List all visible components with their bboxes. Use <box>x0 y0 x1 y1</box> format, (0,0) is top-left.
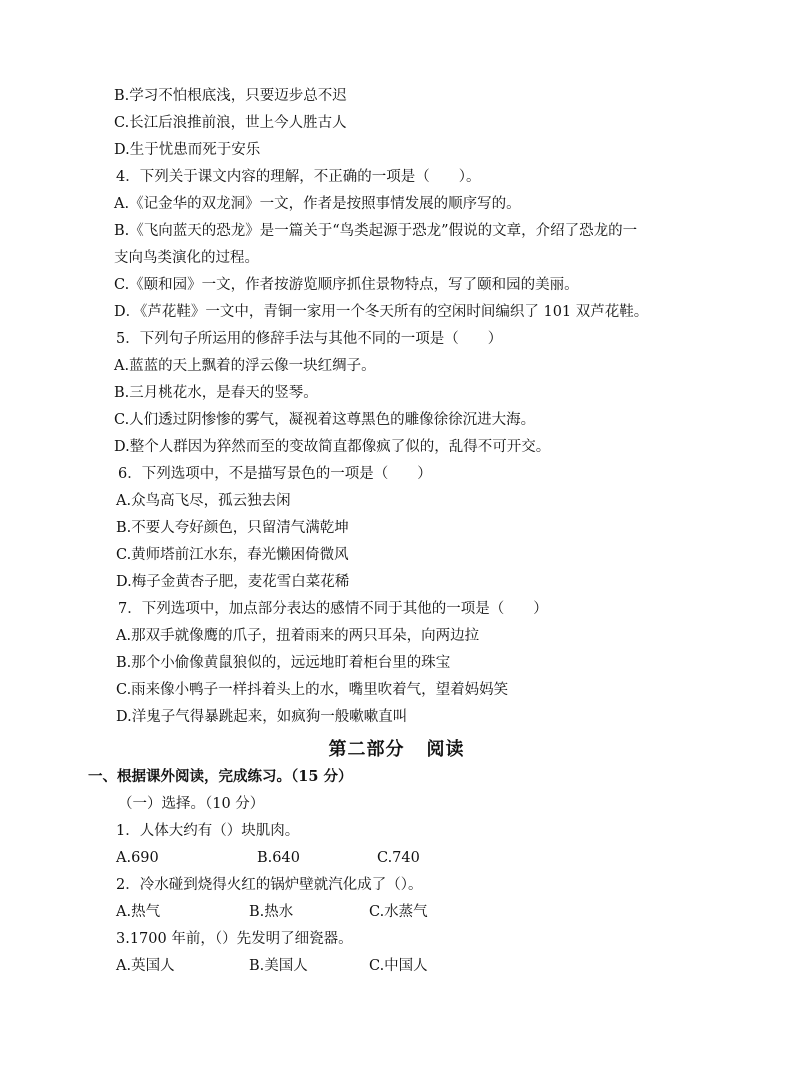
q4-option-a: A.《记金华的双龙洞》一文，作者是按照事情发展的顺序写的。 <box>114 196 521 212</box>
question-5: 5．下列句子所运用的修辞手法与其他不同的一项是（ ） <box>116 331 503 347</box>
q7-option-a: A.那双手就像鹰的爪子，扭着雨来的两只耳朵，向两边拉 <box>116 628 480 644</box>
question-6: 6．下列选项中，不是描写景色的一项是（ ） <box>118 466 432 482</box>
question-7: 7．下列选项中，加点部分表达的感情不同于其他的一项是（ ） <box>118 601 548 617</box>
q6-option-c: C.黄师塔前江水东，春光懒困倚微风 <box>116 547 349 563</box>
q4-option-b-line2: 支向鸟类演化的过程。 <box>114 250 259 266</box>
option-b: B.热水 <box>249 904 294 920</box>
option-b: B.640 <box>257 850 300 866</box>
q7-option-c: C.雨来像小鸭子一样抖着头上的水，嘴里吹着气，望着妈妈笑 <box>116 682 509 698</box>
option-c: C.740 <box>377 850 420 866</box>
q5-option-a: A.蓝蓝的天上飘着的浮云像一块红绸子。 <box>114 358 376 374</box>
q6-option-a: A.众鸟高飞尽，孤云独去闲 <box>116 493 291 509</box>
reading-question-3: 3.1700 年前，（）先发明了细瓷器。 <box>116 931 353 947</box>
q5-option-d: D.整个人群因为猝然而至的变故简直都像疯了似的，乱得不可开交。 <box>114 439 551 455</box>
q5-option-c: C.人们透过阴惨惨的雾气，凝视着这尊黑色的雕像徐徐沉进大海。 <box>114 412 536 428</box>
reading-subheading: （一）选择。（10 分） <box>118 796 265 812</box>
q3-option-b: B.学习不怕根底浅，只要迈步总不迟 <box>114 88 347 104</box>
q6-option-b: B.不要人夸好颜色，只留清气满乾坤 <box>116 520 349 536</box>
q3-option-c: C.长江后浪推前浪，世上今人胜古人 <box>114 115 347 131</box>
q7-option-b: B.那个小偷像黄鼠狼似的，远远地盯着柜台里的珠宝 <box>116 655 451 671</box>
q4-option-b-line1: B.《飞向蓝天的恐龙》是一篇关于“鸟类起源于恐龙”假说的文章，介绍了恐龙的一 <box>114 223 638 239</box>
question-4: 4．下列关于课文内容的理解，不正确的一项是（ ）。 <box>116 169 481 185</box>
option-c: C.中国人 <box>369 958 428 974</box>
q4-option-d: D．《芦花鞋》一文中，青铜一家用一个冬天所有的空闲时间编织了 101 双芦花鞋。 <box>114 304 649 320</box>
option-a: A.英国人 <box>116 958 175 974</box>
reading-question-1: 1．人体大约有（）块肌肉。 <box>116 823 300 839</box>
option-a: A.热气 <box>116 904 161 920</box>
reading-heading: 一、根据课外阅读，完成练习。（15 分） <box>88 768 353 785</box>
q4-option-c: C.《颐和园》一文，作者按游览顺序抓住景物特点，写了颐和园的美丽。 <box>114 277 579 293</box>
option-b: B.美国人 <box>249 958 308 974</box>
section-part: 第二部分 <box>328 739 405 760</box>
q7-option-d: D.洋鬼子气得暴跳起来，如疯狗一般嗽嗽直叫 <box>116 709 408 725</box>
q5-option-b: B.三月桃花水，是春天的竖琴。 <box>114 385 318 401</box>
q6-option-d: D.梅子金黄杏子肥，麦花雪白菜花稀 <box>116 574 350 590</box>
q3-option-d: D.生于忧患而死于安乐 <box>114 142 261 158</box>
section-name: 阅读 <box>426 739 465 760</box>
option-c: C.水蒸气 <box>369 904 428 920</box>
option-a: A.690 <box>116 850 159 866</box>
reading-question-2: 2．冷水碰到烧得火红的锅炉壁就汽化成了（）。 <box>116 877 423 893</box>
section-title <box>0 735 793 761</box>
